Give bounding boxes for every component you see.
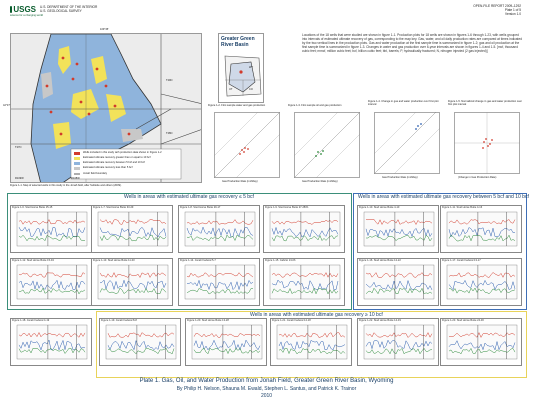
production-plot-graphic	[179, 206, 261, 254]
production-plot-6	[10, 205, 92, 253]
production-plot-22	[357, 318, 439, 366]
scatter-fig-2-plot	[294, 112, 360, 178]
production-plot-19	[99, 318, 181, 366]
scatter-fig-2	[288, 104, 364, 188]
production-plot-16	[357, 258, 439, 306]
report-number: OPEN-FILE REPORT 2009–1292	[473, 4, 521, 8]
group-title-mid: Wells in areas with estimated ultimate gas recovery between 5 bcf and 10 bcf	[358, 194, 529, 200]
production-plot-11	[440, 205, 522, 253]
production-plot-graphic	[264, 259, 346, 307]
state-label-co: CO	[249, 88, 253, 91]
production-plot-20	[185, 318, 267, 366]
intro-paragraph: Locations of the 18 wells that were studied are shown in figure 1-1. Production plots for 18 wells are shown in figures 1-6 through 1-23, with wells grouped into intervals of estimated ultimate recovery of gas, corresponding to the map key. Gas, water, and oil daily production rates are compared at times indicated by the two vertical lines in the production plots. Gas and water production at the first sample time is summarized in figure 1-2; gas and oil production at the first sample time is summarized in figure 1-3. Changes in water and gas production over 6-year intervals are shown in figures 1-4 and 1-5. [mcf, thousand cubic feet; mmcf, million cubic feet; bcf, billion cubic feet; bbl, barrels; P, hydraulically fractured; N, nitrogen injected (2 gas injected)]	[302, 33, 522, 53]
production-plot-title: Figure 1-23. Stud Horse Butte 24-30	[442, 319, 484, 322]
production-plot-graphic	[92, 259, 174, 307]
longitude-label: 109°45'	[100, 28, 109, 31]
production-plot-title: Figure 1-13. Stud Horse Butte 11-03	[93, 259, 135, 262]
scatter-fig-4	[448, 100, 526, 188]
production-plot-graphic	[92, 206, 174, 254]
production-plot-graphic	[441, 319, 523, 367]
production-plot-graphic	[11, 206, 93, 254]
production-plot-14	[178, 258, 260, 306]
production-plot-17	[440, 258, 522, 306]
scatter-fig-1-xlabel: Gas Production Rate (mcf/day)	[222, 180, 258, 183]
production-plot-title: Figure 1-6. Stud Horse Butte 15-15	[12, 206, 53, 209]
scatter-fig-4-plot	[454, 112, 520, 174]
usgs-tagline: science for a changing world	[10, 14, 43, 17]
basin-title-line-2: River Basin	[221, 42, 249, 48]
production-plot-7	[91, 205, 173, 253]
scatter-fig-1-plot	[214, 112, 280, 178]
group-title-low: Wells in areas with estimated ultimate gas recovery ≤ 5 bcf	[124, 194, 254, 200]
production-plot-graphic	[358, 206, 440, 254]
usgs-logo	[10, 5, 36, 14]
production-plot-title: Figure 1-11. Stud Horse Butte 4-16	[442, 206, 483, 209]
production-plot-graphic	[100, 319, 182, 367]
agency-line-2: U.S. GEOLOGICAL SURVEY	[40, 9, 82, 13]
state-label-ut: UT	[229, 88, 233, 91]
production-plot-title: Figure 1-8. Stud Horse Butte 29-17	[180, 206, 221, 209]
production-plot-title: Figure 1-22. Stud Horse Butte 14-33	[359, 319, 401, 322]
production-plot-graphic	[358, 319, 440, 367]
plate-year: 2010	[260, 393, 273, 399]
production-plot-graphic	[271, 319, 353, 367]
production-plot-graphic	[11, 259, 93, 307]
production-plot-title: Figure 1-14. Jonah Federal 5-7	[180, 259, 216, 262]
version-number: Version 1.0	[505, 12, 521, 16]
map-caption: Figure 1-1. Map of selected wells in this study in the Jonah field, after Sublette and others (2009).	[10, 184, 122, 187]
production-plot-graphic	[179, 259, 261, 307]
production-plot-title: Figure 1-9. Stud Horse Butte 27-28X1	[265, 206, 309, 209]
scatter-fig-1-caption: Figure 1-2. First sample water and gas production	[208, 104, 266, 107]
latitude-label: 42°37'	[3, 104, 11, 107]
production-plot-10	[357, 205, 439, 253]
scatter-fig-2-caption: Figure 1-3. First sample oil and gas production	[288, 104, 342, 107]
production-plot-title: Figure 1-12. Stud Horse Butte 15-04	[12, 259, 54, 262]
production-plot-8	[178, 205, 260, 253]
production-plot-title: Figure 1-17. Jonah Federal 13-17	[442, 259, 481, 262]
scatter-fig-3-xlabel: Gas Production Rate (mcf/day)	[382, 176, 418, 179]
plate-title: Plate 1. Gas, Oil, and Water Production from Jonah Field, Greater Green River Basin, Wyoming	[139, 378, 394, 384]
legend-item-field-boundary: Jonah field boundary	[83, 172, 108, 175]
production-plot-graphic	[441, 206, 523, 254]
production-plot-23	[440, 318, 522, 366]
production-plot-graphic	[358, 259, 440, 307]
production-plot-graphic	[441, 259, 523, 307]
agency-line-1: U.S. DEPARTMENT OF THE INTERIOR	[40, 5, 98, 9]
basin-title-line-1: Greater Green	[221, 36, 255, 42]
scatter-fig-3-caption: Figure 1-4. Change in gas and water production over first plot interval	[368, 100, 439, 106]
basin-inset-map	[218, 33, 264, 103]
production-plot-graphic	[264, 206, 346, 254]
production-plot-13	[91, 258, 173, 306]
range-label-r109w: R109W	[15, 177, 24, 180]
township-label-t28n: T28N	[166, 132, 173, 135]
legend-item-low-recovery: Estimated ultimate recovery less than 5 bcf	[83, 166, 133, 169]
legend-item-wells: Wells included in this study with production data shown in Figure 1-2	[83, 151, 162, 154]
production-plot-title: Figure 1-19. Jonah Federal 8-8	[101, 319, 137, 322]
scatter-fig-1	[208, 104, 284, 188]
range-label-r108w: R108W	[71, 177, 80, 180]
scatter-fig-3-plot	[374, 112, 440, 174]
production-plot-graphic	[186, 319, 268, 367]
production-plot-title: Figure 1-18. Jonah Federal 4-19	[12, 319, 50, 322]
production-plot-title: Figure 1-21. Jonah Federal 14-18	[272, 319, 311, 322]
plate-authors: By Philip H. Nelson, Shauna M. Ewald, Stephen L. Santus, and Patrick K. Trainor	[176, 386, 357, 392]
plate-number: Plate 1 of 5	[504, 8, 521, 12]
usgs-logo-mark	[10, 6, 12, 13]
jonah-field-map	[10, 33, 202, 183]
scatter-fig-4-xlabel: (Change in Gas Production Rate)	[458, 176, 497, 179]
state-label-wy: WY	[249, 66, 254, 69]
usgs-logo-text: USGS	[13, 4, 36, 14]
legend-item-mid-recovery: Estimated ultimate recovery between 5 bcf and 10 bcf	[83, 161, 145, 164]
production-plot-title: Figure 1-15. Cabrito 13-06	[265, 259, 296, 262]
production-plot-15	[263, 258, 345, 306]
production-plot-18	[10, 318, 92, 366]
township-label-t27n: T27N	[15, 146, 22, 149]
scatter-fig-3	[368, 100, 444, 188]
production-plot-9	[263, 205, 345, 253]
production-plot-21	[270, 318, 352, 366]
production-plot-12	[10, 258, 92, 306]
production-plot-title: Figure 1-10. Stud Horse Butte 4-10	[359, 206, 400, 209]
legend-item-high-recovery: Estimated ultimate recovery greater than or equal to 10 bcf	[83, 156, 151, 159]
production-plot-title: Figure 1-7. Stud Horse Butte 33-29	[93, 206, 134, 209]
scatter-fig-4-caption: Figure 1-5. Normalized change in gas and water production over first plot interval	[448, 100, 522, 106]
township-label-t29n: T29N	[166, 79, 173, 82]
production-plot-title: Figure 1-16. Stud Horse Butte 12-22	[359, 259, 401, 262]
production-plot-graphic	[11, 319, 93, 367]
scatter-fig-2-xlabel: Gas Production Rate (mcf/day)	[302, 180, 338, 183]
production-plot-title: Figure 1-20. Stud Horse Butte 13-28	[187, 319, 229, 322]
group-title-high: Wells in areas with estimated ultimate gas recovery ≥ 10 bcf	[250, 312, 383, 318]
